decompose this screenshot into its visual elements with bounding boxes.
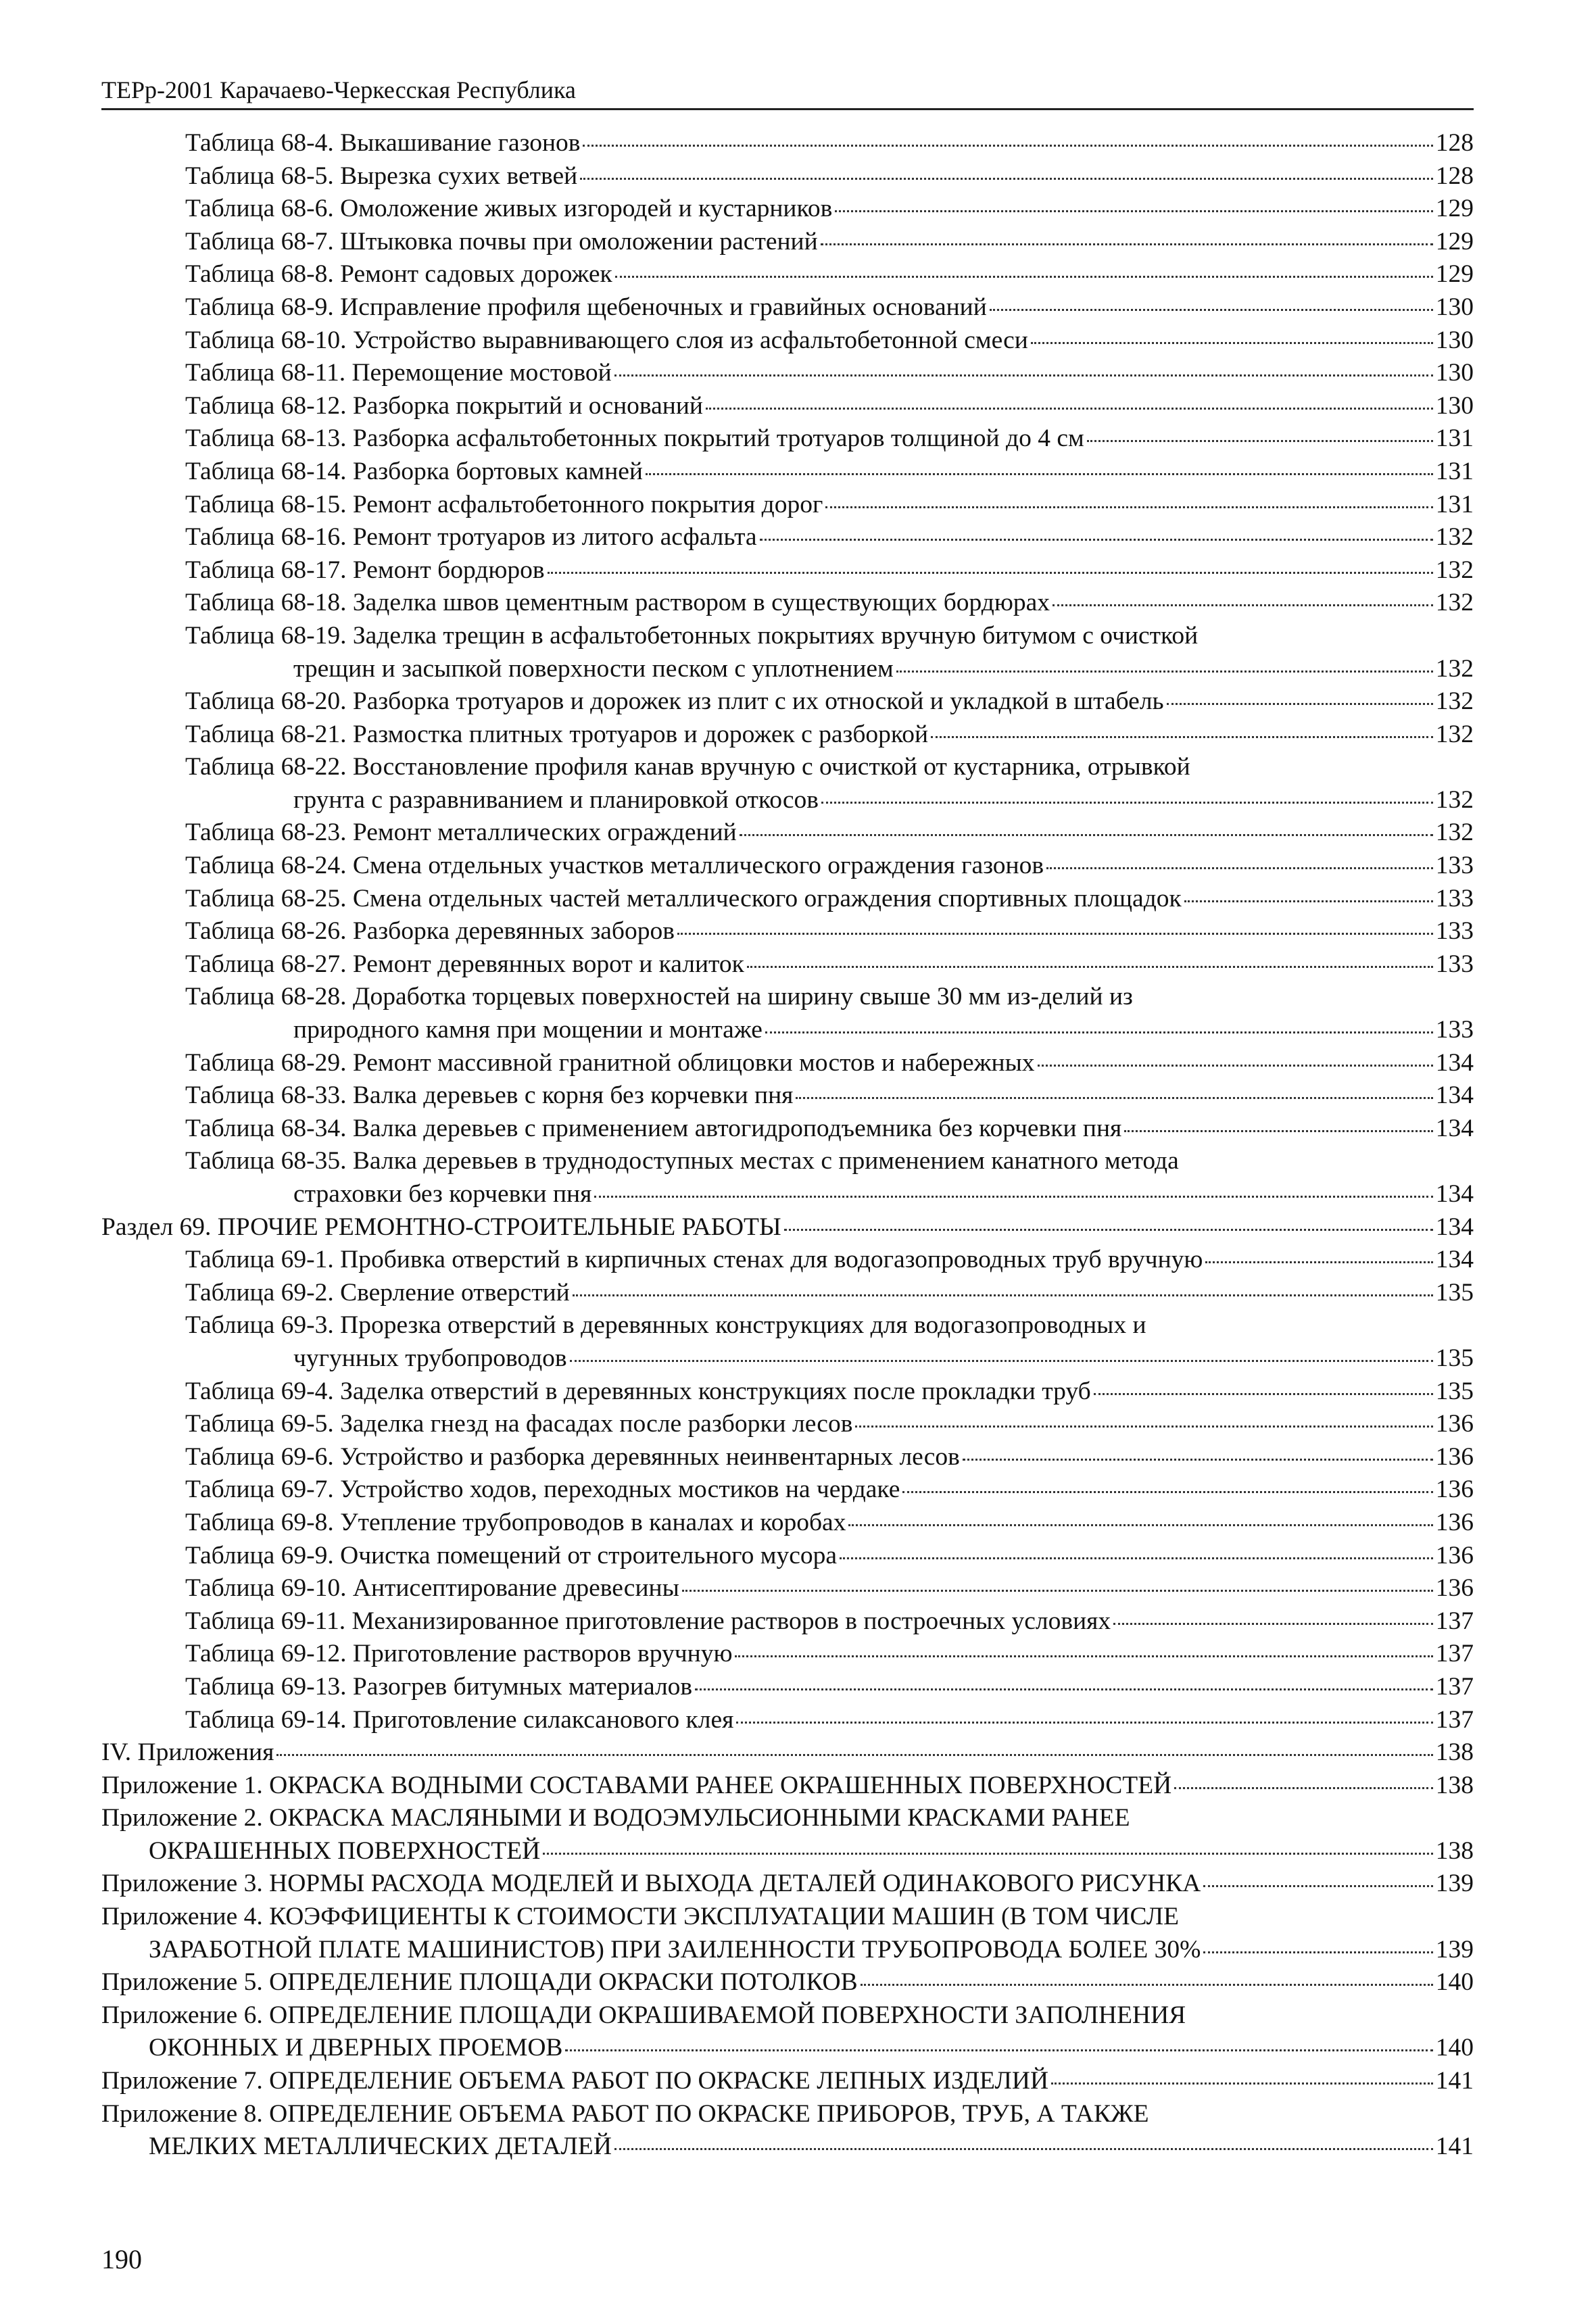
dot-leader [855,1425,1432,1428]
toc-entry [101,948,1474,981]
toc-entry-page: 134 [1435,1180,1474,1208]
toc-entry-page: 136 [1435,1442,1474,1471]
toc-entry [101,1244,1474,1277]
toc-entry-page: 130 [1435,293,1474,321]
toc-entry-page: 131 [1435,490,1474,518]
toc-entry-title: Таблица 69-4. Заделка отверстий в деревянных конструкциях после прокладки труб [185,1377,1091,1405]
toc-entry [101,1605,1474,1638]
dot-leader [747,966,1433,968]
toc-entry [101,1375,1474,1409]
toc-entry-page: 129 [1435,195,1474,223]
toc-entry-title: Таблица 68-19. Заделка трещин в асфальтобетонных покрытиях вручную битумом с очисткой [185,621,1199,650]
toc-entry-page: 133 [1435,852,1474,880]
toc-entry [101,883,1474,916]
dot-leader [594,1196,1432,1198]
dot-leader [646,473,1433,475]
toc-entry [101,127,1474,160]
dot-leader [1124,1130,1432,1132]
toc-entry-title: Таблица 68-22. Восстановление профиля канав вручную с очисткой от кустарника, отрывкой [185,753,1190,781]
toc-entry-title: Таблица 68-11. Перемощение мостовой [185,359,612,387]
toc-entry-title: Таблица 68-26. Разборка деревянных заборов [185,917,675,946]
dot-leader [990,309,1433,311]
dot-leader [736,1722,1432,1724]
dot-leader [580,178,1433,180]
toc-entry-title: Таблица 68-20. Разборка тротуаров и дорожек из плит с их отноской и укладкой в штабель [185,687,1164,716]
toc-entry [101,718,1474,752]
toc-entry-title: Таблица 68-24. Смена отдельных участков металлического ограждения газонов [185,852,1044,880]
toc-entry-page: 130 [1435,326,1474,354]
dot-leader [1113,1623,1433,1625]
dot-leader [695,1688,1433,1690]
toc-entry-title: Таблица 69-5. Заделка гнезд на фасадах после разборки лесов [185,1410,853,1438]
dot-leader [784,1229,1433,1231]
toc-entry-page: 133 [1435,917,1474,946]
toc-entry-title: МЕЛКИХ МЕТАЛЛИЧЕСКИХ ДЕТАЛЕЙ [149,2133,612,2161]
toc-entry-page: 132 [1435,687,1474,716]
dot-leader [1046,867,1433,869]
toc-entry-title: Таблица 68-15. Ремонт асфальтобетонного покрытия дорог [185,490,823,518]
toc-entry-title: страховки без корчевки пня [293,1180,592,1208]
toc-entry-title: Приложение 8. ОПРЕДЕЛЕНИЕ ОБЪЕМА РАБОТ ПО ОКРАСКЕ ПРИБОРОВ, ТРУБ, А ТАКЖЕ [101,2099,1149,2128]
dot-leader [963,1459,1433,1461]
toc-entry-page: 128 [1435,129,1474,157]
toc-entry-page: 134 [1435,1213,1474,1241]
toc-entry-title: Приложение 2. ОКРАСКА МАСЛЯНЫМИ И ВОДОЭМУЛЬСИОННЫМИ КРАСКАМИ РАНЕЕ [101,1804,1130,1832]
toc-entry-page: 132 [1435,720,1474,748]
toc-entry [101,1966,1474,1999]
toc-entry-title: Таблица 68-16. Ремонт тротуаров из литого асфальта [185,523,757,552]
toc-entry-page: 131 [1435,457,1474,485]
toc-entry-page: 140 [1435,1968,1474,1997]
toc-entry-title: Приложение 4. КОЭФФИЦИЕНТЫ К СТОИМОСТИ ЭКСПЛУАТАЦИИ МАШИН (В ТОМ ЧИСЛЕ [101,1903,1179,1931]
toc-entry-page: 134 [1435,1048,1474,1077]
toc-entry-page: 131 [1435,424,1474,453]
toc-entry-title: Таблица 69-8. Утепление трубопроводов в каналах и коробах [185,1508,846,1536]
toc-entry-title: Таблица 69-10. Антисептирование древесины [185,1574,679,1603]
toc-entry-page: 137 [1435,1607,1474,1635]
dot-leader [902,1491,1432,1493]
dot-leader [1167,703,1433,705]
toc-entry-title: Таблица 68-17. Ремонт бордюров [185,556,545,584]
toc-entry-page: 129 [1435,227,1474,255]
dot-leader [677,933,1433,935]
toc-entry [101,160,1474,193]
table-of-contents [101,127,1474,2164]
toc-entry [101,1113,1474,1146]
toc-entry [101,1802,1474,1868]
toc-entry-title: Таблица 69-9. Очистка помещений от строительного мусора [185,1541,837,1569]
toc-entry-title: ЗАРАБОТНОЙ ПЛАТЕ МАШИНИСТОВ) ПРИ ЗАИЛЕННОСТИ ТРУБОПРОВОДА БОЛЕЕ 30% [149,1935,1201,1964]
dot-leader [614,374,1433,376]
toc-entry [101,324,1474,358]
dot-leader [573,1294,1433,1296]
dot-leader [583,145,1432,147]
toc-entry-title: Таблица 68-13. Разборка асфальтобетонных покрытий тротуаров толщиной до 4 см [185,424,1084,453]
toc-entry-page: 135 [1435,1377,1474,1405]
dot-leader [821,243,1433,245]
toc-entry [101,620,1474,685]
toc-entry-page: 136 [1435,1574,1474,1603]
dot-leader [543,1853,1433,1855]
dot-leader [1031,342,1433,344]
dot-leader [760,539,1433,541]
toc-entry [101,1408,1474,1441]
toc-entry-title: Таблица 68-29. Ремонт массивной гранитной облицовки мостов и набережных [185,1048,1035,1077]
toc-entry-page: 141 [1435,2067,1474,2095]
toc-entry-page: 140 [1435,2034,1474,2062]
toc-entry-page: 135 [1435,1344,1474,1372]
toc-entry [101,357,1474,390]
dot-leader [796,1097,1432,1099]
toc-entry-page: 132 [1435,785,1474,814]
toc-entry-title: Таблица 69-11. Механизированное приготовление растворов в построечных условиях [185,1607,1111,1635]
toc-entry-page: 132 [1435,556,1474,584]
toc-entry-title: Таблица 68-12. Разборка покрытий и оснований [185,391,703,420]
toc-entry-title: ОКРАШЕННЫХ ПОВЕРХНОСТЕЙ [149,1836,541,1865]
toc-entry [101,456,1474,489]
toc-entry-title: Таблица 69-14. Приготовление силаксанового клея [185,1705,734,1734]
toc-entry-title: Таблица 68-8. Ремонт садовых дорожек [185,260,612,289]
toc-entry [101,1277,1474,1310]
dot-leader [735,1655,1432,1657]
toc-entry-page: 132 [1435,589,1474,617]
toc-entry-page: 129 [1435,260,1474,289]
toc-entry-title: Таблица 68-25. Смена отдельных частей металлического ограждения спортивных площадок [185,884,1182,912]
dot-leader [548,572,1433,574]
toc-entry-title: Таблица 69-6. Устройство и разборка деревянных неинвентарных лесов [185,1442,960,1471]
toc-entry-title: Приложение 3. НОРМЫ РАСХОДА МОДЕЛЕЙ И ВЫХОДА ДЕТАЛЕЙ ОДИНАКОВОГО РИСУНКА [101,1870,1201,1898]
toc-entry-page: 138 [1435,1738,1474,1767]
toc-entry-page: 132 [1435,654,1474,683]
dot-leader [896,671,1433,673]
dot-leader [1203,1951,1432,1953]
toc-entry-title: Таблица 68-33. Валка деревьев с корня без корчевки пня [185,1081,794,1110]
toc-entry-page: 139 [1435,1870,1474,1898]
toc-entry-page: 132 [1435,819,1474,847]
toc-entry-title: Таблица 68-9. Исправление профиля щебеночных и гравийных оснований [185,293,987,321]
toc-entry-title: Таблица 68-6. Омоложение живых изгородей и кустарников [185,195,833,223]
toc-entry [101,521,1474,554]
toc-entry-title: Приложение 5. ОПРЕДЕЛЕНИЕ ПЛОЩАДИ ОКРАСКИ ПОТОЛКОВ [101,1968,858,1997]
toc-entry [101,1868,1474,1901]
dot-leader [615,276,1433,278]
dot-leader [1203,1885,1432,1887]
toc-entry [101,390,1474,423]
toc-entry-title: Таблица 68-7. Штыковка почвы при омоложении растений [185,227,818,255]
toc-entry [101,1079,1474,1113]
dot-leader [740,834,1433,836]
toc-entry [101,291,1474,324]
toc-entry [101,1638,1474,1671]
toc-entry-page: 133 [1435,950,1474,978]
toc-entry-page: 137 [1435,1640,1474,1668]
running-header: ТЕРр-2001 Карачаево-Черкесская Республика [101,74,1474,110]
toc-entry [101,554,1474,587]
toc-entry-title: Таблица 68-34. Валка деревьев с применением автогидроподъемника без корчевки пня [185,1114,1122,1142]
toc-entry-page: 132 [1435,523,1474,552]
toc-entry-page: 130 [1435,359,1474,387]
toc-entry [101,1309,1474,1375]
toc-entry-page: 135 [1435,1278,1474,1307]
toc-entry [101,1047,1474,1080]
toc-entry-page: 134 [1435,1246,1474,1274]
toc-entry-title: Таблица 68-28. Доработка торцевых поверхностей на ширину свыше 30 мм из-делий из [185,983,1133,1011]
toc-entry [101,1999,1474,2065]
toc-entry-page: 136 [1435,1508,1474,1536]
toc-entry [101,751,1474,817]
toc-entry-title: Раздел 69. ПРОЧИЕ РЕМОНТНО-СТРОИТЕЛЬНЫЕ РАБОТЫ [101,1213,781,1241]
toc-entry [101,226,1474,259]
toc-entry-title: Таблица 69-3. Прорезка отверстий в деревянных конструкциях для водогазопроводных и [185,1311,1146,1340]
toc-entry [101,1145,1474,1211]
dot-leader [1094,1393,1433,1395]
toc-entry-title: Таблица 68-10. Устройство выравнивающего слоя из асфальтобетонной смеси [185,326,1028,354]
toc-entry [101,1901,1474,1966]
toc-entry [101,1540,1474,1573]
toc-entry-title: чугунных трубопроводов [293,1344,567,1372]
toc-entry-title: Приложение 7. ОПРЕДЕЛЕНИЕ ОБЪЕМА РАБОТ ПО ОКРАСКЕ ЛЕПНЫХ ИЗДЕЛИЙ [101,2067,1049,2095]
dot-leader [835,210,1432,212]
toc-entry [101,1704,1474,1737]
toc-entry-title: природного камня при мощении и монтаже [293,1016,763,1044]
toc-entry-page: 136 [1435,1476,1474,1504]
toc-entry-title: трещин и засыпкой поверхности песком с уплотнением [293,654,894,683]
toc-entry-title: IV. Приложения [101,1738,274,1767]
toc-entry-title: Таблица 68-4. Выкашивание газонов [185,129,581,157]
toc-entry [101,817,1474,850]
dot-leader [861,1984,1433,1986]
dot-leader [825,506,1432,508]
toc-entry-title: Таблица 68-27. Ремонт деревянных ворот и калиток [185,950,744,978]
toc-entry-title: ОКОННЫХ И ДВЕРНЫХ ПРОЕМОВ [149,2034,563,2062]
toc-entry-page: 138 [1435,1771,1474,1799]
toc-entry-title: Таблица 69-1. Пробивка отверстий в кирпичных стенах для водогазопроводных труб вручную [185,1246,1203,1274]
toc-entry [101,1507,1474,1540]
dot-leader [706,408,1433,410]
dot-leader [570,1360,1433,1362]
dot-leader [1038,1065,1433,1067]
dot-leader [276,1754,1432,1756]
toc-entry-page: 130 [1435,391,1474,420]
toc-entry-page: 128 [1435,162,1474,190]
toc-entry-page: 137 [1435,1705,1474,1734]
toc-entry-title: Приложение 1. ОКРАСКА ВОДНЫМИ СОСТАВАМИ РАНЕЕ ОКРАШЕННЫХ ПОВЕРХНОСТЕЙ [101,1771,1172,1799]
toc-entry [101,1671,1474,1704]
toc-entry-page: 136 [1435,1541,1474,1569]
dot-leader [1051,2082,1433,2085]
dot-leader [565,2049,1432,2051]
toc-entry [101,2065,1474,2098]
toc-entry [101,915,1474,948]
toc-entry [101,193,1474,226]
toc-entry [101,685,1474,718]
toc-entry-title: Приложение 6. ОПРЕДЕЛЕНИЕ ПЛОЩАДИ ОКРАШИВАЕМОЙ ПОВЕРХНОСТИ ЗАПОЛНЕНИЯ [101,2001,1186,2029]
toc-entry-title: Таблица 68-23. Ремонт металлических ограждений [185,819,737,847]
dot-leader [1184,900,1433,902]
toc-entry-title: Таблица 68-18. Заделка швов цементным раствором в существующих бордюрах [185,589,1050,617]
dot-leader [1053,604,1433,606]
toc-entry-page: 139 [1435,1935,1474,1964]
dot-leader [682,1590,1433,1592]
toc-entry [101,850,1474,883]
dot-leader [931,736,1433,738]
toc-entry-title: Таблица 69-2. Сверление отверстий [185,1278,570,1307]
toc-entry-page: 137 [1435,1672,1474,1701]
toc-entry-title: Таблица 68-21. Размостка плитных тротуаров и дорожек с разборкой [185,720,929,748]
toc-entry [101,1441,1474,1474]
toc-entry-page: 134 [1435,1114,1474,1142]
toc-entry-page: 138 [1435,1836,1474,1865]
dot-leader [1087,440,1433,442]
toc-entry [101,258,1474,291]
dot-leader [1174,1787,1433,1789]
toc-entry-title: Таблица 68-5. Вырезка сухих ветвей [185,162,578,190]
dot-leader [848,1524,1432,1526]
toc-entry-title: грунта с разравниванием и планировкой откосов [293,785,819,814]
toc-entry [101,1770,1474,1803]
toc-entry [101,422,1474,456]
dot-leader [1205,1261,1432,1263]
toc-entry [101,1473,1474,1507]
toc-entry [101,587,1474,620]
dot-leader [614,2148,1433,2150]
toc-entry-title: Таблица 69-7. Устройство ходов, переходных мостиков на чердаке [185,1476,900,1504]
toc-entry-title: Таблица 69-12. Приготовление растворов вручную [185,1640,733,1668]
toc-entry [101,1572,1474,1605]
toc-entry-page: 133 [1435,884,1474,912]
toc-entry-page: 136 [1435,1410,1474,1438]
dot-leader [765,1031,1433,1033]
toc-entry-title: Таблица 68-35. Валка деревьев в труднодоступных местах с применением канатного метода [185,1147,1179,1175]
dot-leader [840,1557,1433,1559]
toc-entry-title: Таблица 69-13. Разогрев битумных материалов [185,1672,693,1701]
toc-entry [101,981,1474,1046]
toc-entry-page: 134 [1435,1081,1474,1110]
toc-entry [101,1211,1474,1244]
page-number: 190 [101,2244,142,2274]
toc-entry-page: 141 [1435,2133,1474,2161]
toc-entry [101,489,1474,522]
toc-entry-page: 133 [1435,1016,1474,1044]
toc-entry-title: Таблица 68-14. Разборка бортовых камней [185,457,643,485]
toc-entry [101,1736,1474,1770]
dot-leader [821,802,1433,804]
toc-entry [101,2098,1474,2164]
